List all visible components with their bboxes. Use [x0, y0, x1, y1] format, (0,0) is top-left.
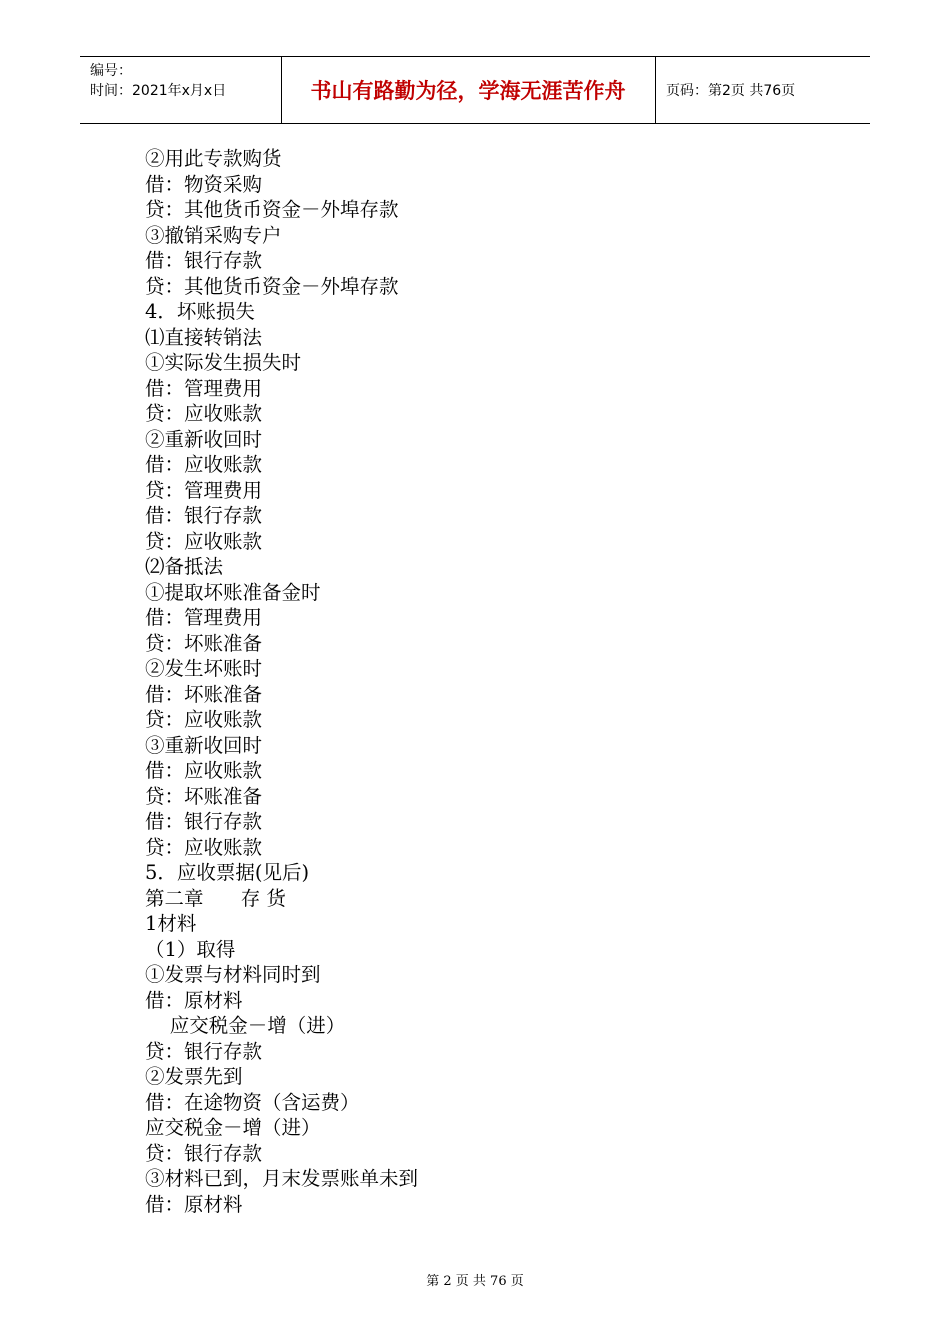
text-line: 4．坏账损失	[145, 300, 255, 323]
text-line: 借：银行存款	[145, 504, 263, 527]
text-line: 贷：应收账款	[145, 708, 263, 731]
text-line: 贷：其他货币资金－外埠存款	[145, 198, 399, 221]
text-line: 借：银行存款	[145, 249, 263, 272]
header-meta	[90, 61, 280, 101]
text-line: ⑴直接转销法	[145, 325, 263, 349]
text-line: 借：管理费用	[145, 376, 263, 400]
text-line: （1）取得	[145, 937, 236, 961]
text-line: 贷：银行存款	[145, 1141, 263, 1165]
text-line: ③重新收回时	[145, 733, 263, 757]
text-line: 贷：坏账准备	[145, 784, 263, 808]
text-line: 贷：其他货币资金－外埠存款	[145, 274, 399, 298]
header-motto: 书山有路勤为径，学海无涯苦作舟	[310, 79, 626, 103]
text-line: 借：应收账款	[145, 759, 263, 782]
text-line: ①实际发生损失时	[145, 351, 302, 374]
text-line: 1材料	[145, 912, 197, 935]
text-line: 借：物资采购	[145, 172, 263, 196]
header-divider	[655, 57, 656, 123]
text-line: 贷：银行存款	[145, 1039, 263, 1063]
text-line: ②用此专款购货	[145, 147, 282, 170]
text-line: 借：在途物资（含运费）	[145, 1090, 360, 1114]
text-line: ①提取坏账准备金时	[145, 580, 321, 604]
text-line: 贷：应收账款	[145, 402, 263, 425]
text-line: 借：原材料	[145, 1192, 243, 1216]
text-line: ⑵备抵法	[145, 555, 224, 578]
text-line: ②发生坏账时	[145, 657, 263, 680]
document-body	[145, 146, 845, 1217]
text-line: 借：原材料	[145, 988, 243, 1012]
text-line: 借：坏账准备	[145, 682, 263, 706]
text-line: ②重新收回时	[145, 427, 263, 451]
text-line: 第二章 存 货	[145, 886, 286, 910]
text-line: 5．应收票据(见后)	[145, 861, 310, 884]
text-line: 借：银行存款	[145, 810, 263, 833]
text-line: 贷：应收账款	[145, 529, 263, 553]
text-line: ②发票先到	[145, 1065, 243, 1088]
text-line: ③撤销采购专户	[145, 223, 282, 247]
text-line: 应交税金－增（进）	[145, 1116, 321, 1139]
page-info: 页码：第2页 共76页	[666, 83, 796, 99]
text-line: 应交税金－增（进）	[145, 1014, 346, 1037]
text-line: 借：管理费用	[145, 606, 263, 629]
text-line: 贷：应收账款	[145, 835, 263, 859]
time-label: 时间：2021年x月x日	[90, 83, 227, 99]
text-line: 贷：坏账准备	[145, 631, 263, 655]
page-header	[80, 56, 870, 124]
text-line: ①发票与材料同时到	[145, 963, 321, 986]
text-line: 贷：管理费用	[145, 478, 263, 502]
number-label: 编号：	[90, 63, 132, 79]
text-line: 借：应收账款	[145, 453, 263, 476]
text-line: ③材料已到，月末发票账单未到	[145, 1167, 419, 1190]
page-footer: 第 2 页 共 76 页	[426, 1274, 524, 1289]
